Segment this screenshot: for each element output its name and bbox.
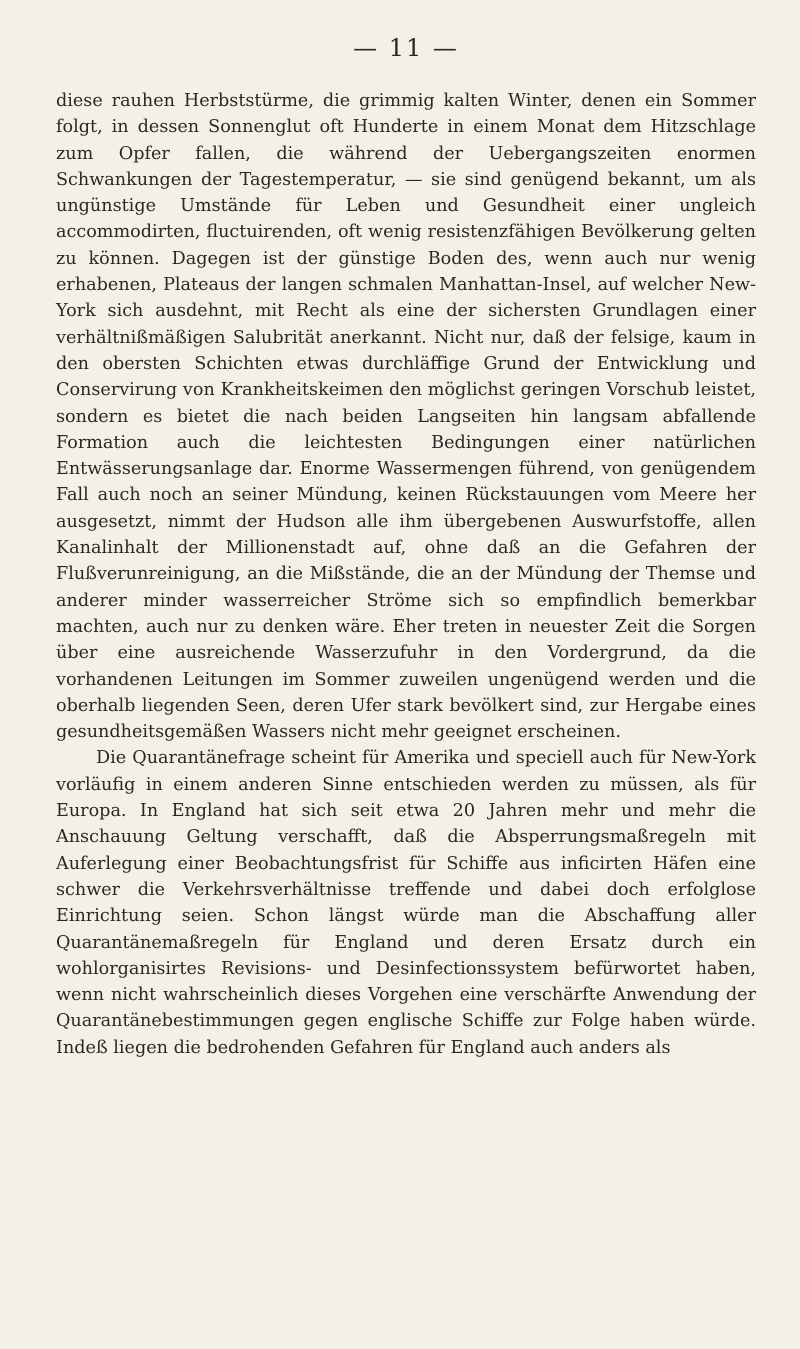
paragraph: diese rauhen Herbststürme, die grimmig kalten Winter, denen ein Sommer folgt, in dessen Sonnenglut oft Hunderte in einem Monat dem Hitzschlage zum Opfer fallen, die während der Uebergangszeiten enormen Schwankungen der Tagestemperatur, — sie sind genügend bekannt, um als ungünstige Umstände für Leben und Gesundheit einer ungleich accommodirten, fluctuirenden, oft wenig resistenzfähigen Bevölkerung gelten zu können. Dagegen ist der günstige Boden des, wenn auch nur wenig erhabenen, Plateaus der langen schmalen Manhattan-Insel, auf welcher New-York sich ausdehnt, mit Recht als eine der sichersten Grundlagen einer verhältnißmäßigen Salubrität anerkannt. Nicht nur, daß der felsige, kaum in den obersten Schichten etwas durchläffige Grund der Entwicklung und Conservirung von Krankheitskeimen den möglichst geringen Vorschub leistet, sondern es bietet die nach beiden Langseiten hin langsam abfallende Formation auch die leichtesten Bedingungen einer natürlichen Entwässerungsanlage dar. Enorme Wassermengen führend, von genügendem Fall auch noch an seiner Mündung, keinen Rückstauungen vom Meere her ausgesetzt, nimmt der Hudson alle ihm übergebenen Auswurfstoffe, allen Kanalinhalt der Millionenstadt auf, ohne daß an die Gefahren der Flußverunreinigung, an die Mißstände, die an der Mündung der Themse und anderer minder wasserreicher Ströme sich so empfindlich bemerkbar machten, auch nur zu denken wäre. Eher treten in neuester Zeit die Sorgen über eine ausreichende Wasserzufuhr in den Vordergrund, da die vorhandenen Leitungen im Sommer zuweilen ungenügend werden und die oberhalb liegenden Seen, deren Ufer stark bevölkert sind, zur Hergabe eines gesundheitsgemäßen Wassers nicht mehr geeignet erscheinen.	[56, 91, 756, 743]
paragraph: Die Quarantänefrage scheint für Amerika und speciell auch für New-York vorläufig in einem anderen Sinne entschieden werden zu müssen, als für Europa. In England hat sich seit etwa 20 Jahren mehr und mehr die Anschauung Geltung verschafft, daß die Absperrungsmaßregeln mit Auferlegung einer Beobachtungsfrist für Schiffe aus inficirten Häfen eine schwer die Verkehrsverhältnisse treffende und dabei doch erfolglose Einrichtung seien. Schon längst würde man die Abschaffung aller Quarantänemaßregeln für England und deren Ersatz durch ein wohlorganisirtes Revisions- und Desinfectionssystem befürwortet haben, wenn nicht wahrscheinlich dieses Vorgehen eine verschärfte Anwendung der Quarantänebestimmungen gegen englische Schiffe zur Folge haben würde. Indeß liegen die bedrohenden Gefahren für England auch anders als	[56, 748, 756, 1058]
body-text	[56, 88, 756, 1061]
page-number: — 11 —	[353, 34, 459, 62]
